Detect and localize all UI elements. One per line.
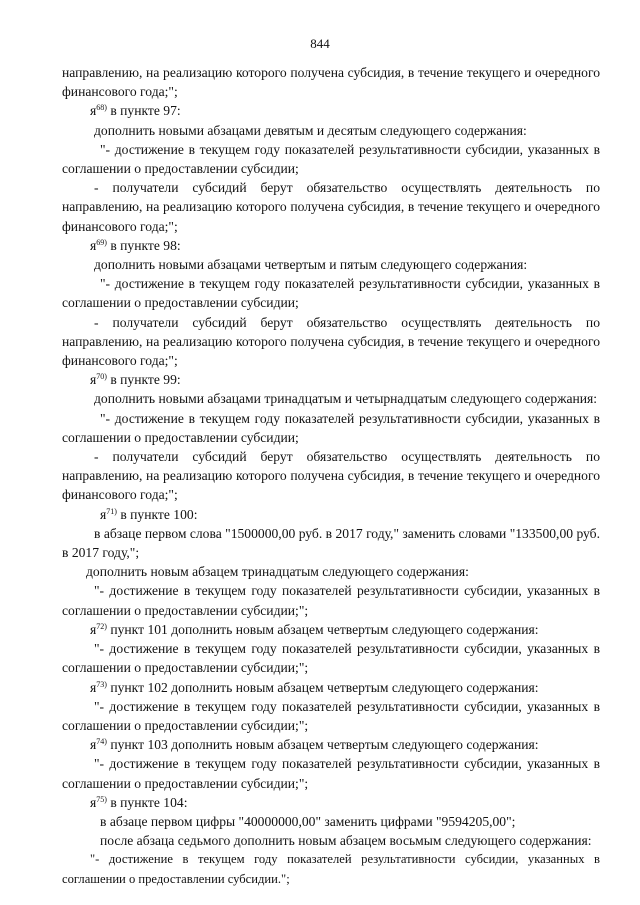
quote-paragraph: "- достижение в текущем году показателей результативности субсидии, указанных в соглашении о предоставлении субсидии;";: [62, 641, 600, 676]
paragraph: в абзаце первом цифры "40000000,00" заменить цифрами "9594205,00";: [100, 813, 516, 829]
quote-paragraph: "- достижение в текущем году показателей результативности субсидии, указанных в соглашении о предоставлении субсидии;";: [62, 583, 600, 618]
item-heading: $я^{73)}$ пункт 102 дополнить новым абзацем четвертым следующего содержания:: [90, 679, 539, 695]
item-heading: $я^{70)}$ в пункте 99:: [90, 372, 181, 388]
paragraph: дополнить новыми абзацами четвертым и пятым следующего содержания:: [94, 257, 528, 273]
item-heading: $я^{72)}$ пункт 101 дополнить новым абзацем четвертым следующего содержания:: [90, 621, 539, 637]
item-heading: $я^{68)}$ в пункте 97:: [90, 103, 181, 119]
paragraph: направлению, на реализацию которого получена субсидия, в течение текущего и очередного финансового года;";: [62, 65, 600, 100]
quote-paragraph: "- достижение в текущем году показателей результативности субсидии, указанных в соглашении о предоставлении субсидии;: [62, 276, 600, 311]
item-heading: $я^{75)}$ в пункте 104:: [90, 794, 188, 810]
paragraph: после абзаца седьмого дополнить новым абзацем восьмым следующего содержания:: [100, 833, 592, 849]
item-heading: $я^{74)}$ пункт 103 дополнить новым абзацем четвертым следующего содержания:: [90, 737, 539, 753]
paragraph: дополнить новыми абзацами девятым и десятым следующего содержания:: [94, 122, 527, 138]
page-number: 844: [310, 36, 330, 51]
quote-paragraph: "- достижение в текущем году показателей результативности субсидии, указанных в соглашении о предоставлении субсидии;";: [62, 698, 600, 733]
quote-paragraph: "- достижение в текущем году показателей результативности субсидии, указанных в соглашении о предоставлении субсидии;: [62, 141, 600, 177]
quote-paragraph: - получатели субсидий берут обязательство осуществлять деятельность по направлению, на реализацию которого получена субсидия, в течение текущего и очередного финансового года;";: [62, 314, 600, 369]
quote-paragraph: "- достижение в текущем году показателей результативности субсидии, указанных в соглашении о предоставлении субсидии;: [62, 410, 600, 445]
item-heading: $я^{71)}$ в пункте 100:: [100, 506, 198, 522]
paragraph: дополнить новыми абзацами тринадцатым и четырнадцатым следующего содержания:: [94, 391, 598, 407]
item-heading: $я^{69)}$ в пункте 98:: [90, 237, 181, 253]
quote-paragraph: - получатели субсидий берут обязательство осуществлять деятельность по направлению, на реализацию которого получена субсидия, в течение текущего и очередного финансового года;";: [62, 449, 600, 503]
paragraph: дополнить новым абзацем тринадцатым следующего содержания:: [86, 564, 469, 580]
quote-paragraph: "- достижение в текущем году показателей результативности субсидии, указанных в соглашении о предоставлении субсидии;";: [62, 756, 600, 791]
quote-paragraph: "- достижение в текущем году показателей результативности субсидии, указанных в соглашении о предоставлении субсидии.";: [62, 852, 600, 886]
quote-paragraph: - получатели субсидий берут обязательство осуществлять деятельность по направлению, на реализацию которого получена субсидия, в течение текущего и очередного финансового года;";: [62, 180, 600, 234]
document-body: [62, 63, 600, 889]
paragraph: в абзаце первом слова "1500000,00 руб. в 2017 году," заменить словами "133500,00 руб. в 2017 году,";: [62, 525, 600, 561]
